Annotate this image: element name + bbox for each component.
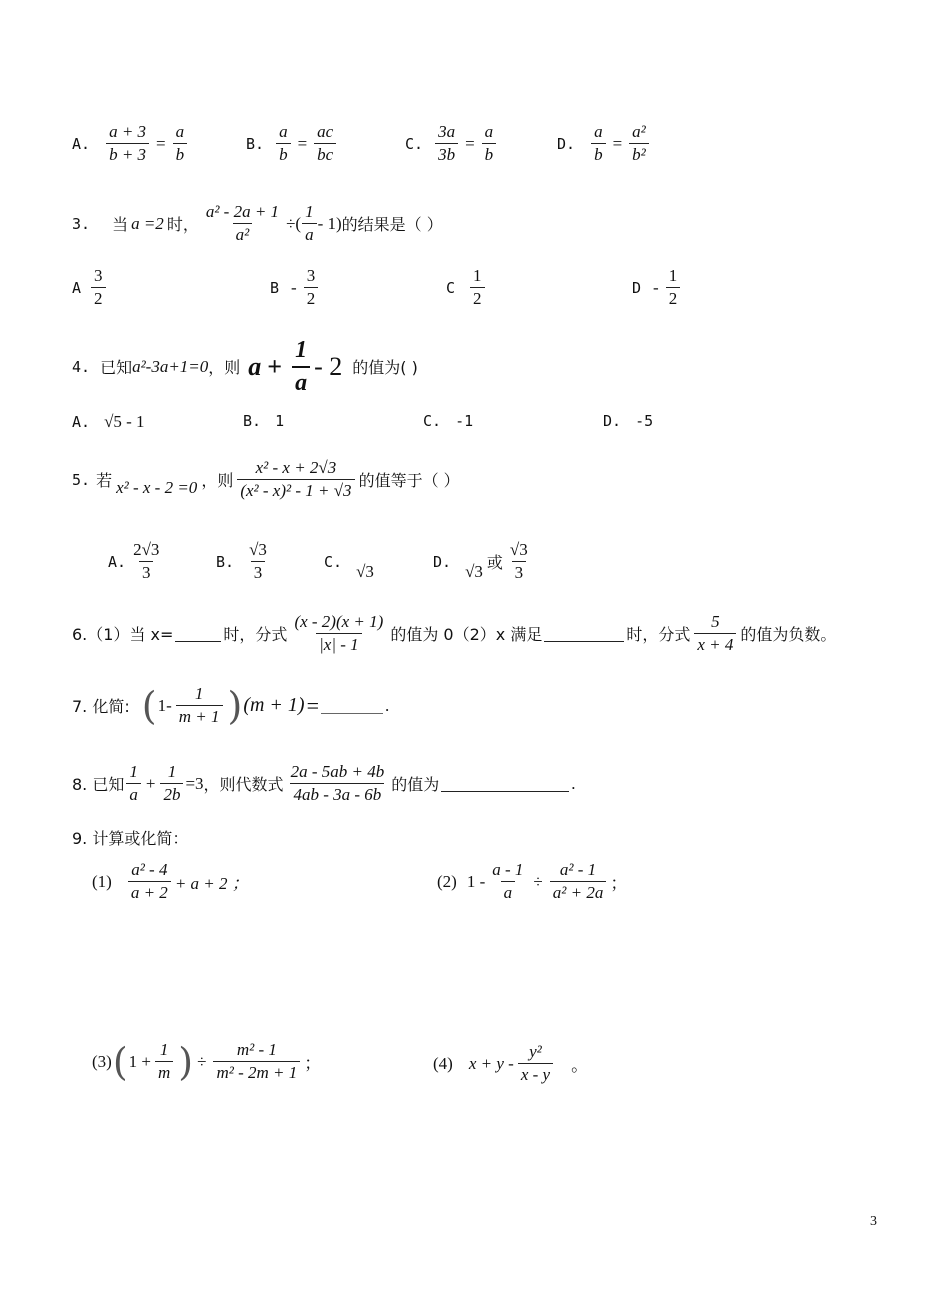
q9-part-1: (1) $\frac{\text{a² - 4}}{a + 2}$ + a + 2 ； — [92, 860, 249, 903]
q5-option-d: D. √3 或 $\frac{√3}{3}$ — [433, 540, 535, 584]
fraction: $\frac{1}{2b}$ — [160, 762, 183, 806]
q5-option-b: B. $\frac{√3}{3}$ — [216, 540, 274, 584]
fraction: $\frac{1}{m + 1}$ — [176, 684, 223, 728]
fraction: $\frac{\text{y²}}{x - y}$ — [518, 1042, 553, 1086]
fraction: $\frac{3}{2}$ — [304, 266, 319, 310]
question-number: 4. — [72, 357, 91, 376]
fraction: $\frac{1}{a}$ — [292, 336, 310, 398]
q4-option-b: B. 1 — [243, 412, 285, 430]
q9-part-4: (4) x + y - $\frac{\text{y²}}{x - y}$ 。 — [433, 1042, 589, 1085]
question-number: 3. — [72, 214, 91, 233]
fraction: $\frac{a}{b}$ — [276, 122, 291, 166]
fraction: $\frac{a}{b}$ — [173, 122, 188, 166]
fraction: $\frac{\text{a² - 1}}{\text{a² + 2a}}$ — [550, 860, 607, 904]
question-9-title: 9. 计算或化简： — [72, 829, 189, 848]
q5-option-a: A. $\frac{2√3}{3}$ — [108, 540, 166, 584]
q2-option-c: C. $\frac{3a}{3b}$ = $\frac{a}{b}$ — [405, 122, 500, 166]
fraction: $\frac{\text{m² - 1}}{\text{m² - 2m + 1}}$ — [213, 1040, 300, 1084]
fraction: $\frac{a + 3}{b + 3}$ — [106, 122, 149, 166]
fraction: $\frac{a}{b}$ — [482, 122, 497, 166]
option-label: D. — [557, 134, 576, 153]
question-6: 6.（1）当 x= 时，分式 $\frac{(x - 2)(x + 1)}{|x| - 1}$ 的值为 0（2）x 满足 时，分式 $\frac{5}{x + 4}$ 的值为负数。 — [72, 612, 837, 655]
fraction: $\frac{\text{x² - x + 2√3}}{\text{(x² - x)² - 1 + √3}}$ — [237, 458, 354, 502]
fraction: $\frac{ac}{bc}$ — [314, 122, 336, 166]
answer-blank[interactable] — [544, 625, 624, 642]
fraction: $\frac{3a}{3b}$ — [435, 122, 458, 166]
q9-part-3: (3) ( 1 + $\frac{1}{m}$ ) ÷ $\frac{\text{m² - 1}}{\text{m² - 2m + 1}}$ ； — [92, 1039, 322, 1084]
q2-option-d: D. $\frac{a}{b}$ = $\frac{\text{a²}}{\text{b²}}$ — [557, 122, 653, 166]
fraction: $\frac{1}{2}$ — [470, 266, 485, 310]
answer-blank[interactable] — [321, 697, 383, 714]
question-7: 7. 化简: ( 1- $\frac{1}{m + 1}$ ) (m + 1) = . — [72, 683, 390, 728]
answer-blank[interactable] — [175, 625, 221, 642]
q4-option-a: A. √5 - 1 — [72, 412, 145, 431]
q2-option-b: B. $\frac{a}{b}$ = $\frac{ac}{bc}$ — [246, 122, 340, 166]
fraction: $\frac{a}{b}$ — [591, 122, 606, 166]
q4-option-c: C. -1 — [423, 412, 474, 430]
question-8: 8. 已知 $\frac{1}{a}$ + $\frac{1}{2b}$ =3 ，则代数式 $\frac{2a - 5ab + 4b}{4ab - 3a - 6b}$ 的值为 . — [72, 762, 576, 805]
q9-part-2: (2) 1 - $\frac{a - 1}{a}$ ÷ $\frac{\text{a² - 1}}{\text{a² + 2a}}$ ； — [437, 860, 628, 903]
q3-option-d: D - $\frac{1}{2}$ — [632, 266, 684, 310]
fraction: $\frac{2a - 5ab + 4b}{4ab - 3a - 6b}$ — [290, 762, 385, 805]
fraction: $\frac{1}{m}$ — [155, 1040, 173, 1084]
q5-option-c: C. √3 — [324, 553, 374, 581]
fraction: $\frac{3}{2}$ — [91, 266, 106, 310]
fraction: $\frac{2√3}{3}$ — [133, 540, 160, 583]
q3-option-a: A $\frac{3}{2}$ — [72, 266, 110, 310]
fraction: $\frac{1}{a}$ — [302, 202, 317, 246]
question-5: 5. 若 x² - x - 2 =0 ，则 $\frac{\text{x² - x + 2√3}}{\text{(x² - x)² - 1 + √3}}$ 的值等于（ ） — [72, 458, 460, 501]
fraction: $\frac{(x - 2)(x + 1)}{|x| - 1}$ — [294, 612, 384, 655]
question-number: 5. — [72, 470, 91, 489]
fraction: $\frac{a - 1}{a}$ — [492, 860, 524, 903]
fraction: $\frac{5}{x + 4}$ — [694, 612, 736, 656]
fraction: $\frac{1}{2}$ — [666, 266, 681, 310]
fraction: $\frac{\text{a² - 2a + 1}}{\text{a²}}$ — [205, 202, 280, 245]
answer-blank[interactable] — [441, 775, 569, 792]
fraction: $\frac{√3}{3}$ — [249, 540, 267, 583]
q2-option-a: A. $\frac{a + 3}{b + 3}$ = $\frac{a}{b}$ — [72, 122, 191, 166]
question-4: 4. 已知 a²-3a+1=0 ，则 a + $\frac{1}{a}$ - 2 的值为( ) — [72, 337, 418, 396]
page-number: 3 — [870, 1214, 877, 1229]
fraction: $\frac{\text{a²}}{\text{b²}}$ — [629, 122, 649, 166]
option-label: A. — [72, 134, 91, 153]
option-label: B. — [246, 134, 265, 153]
fraction: $\frac{\text{a² - 4}}{a + 2}$ — [128, 860, 171, 904]
q3-option-c: C $\frac{1}{2}$ — [446, 266, 489, 310]
fraction: $\frac{√3}{3}$ — [509, 540, 528, 583]
fraction: $\frac{1}{a}$ — [126, 762, 141, 806]
q3-option-b: B - $\frac{3}{2}$ — [270, 266, 322, 310]
option-label: C. — [405, 134, 424, 153]
q4-option-d: D. -5 — [603, 412, 654, 430]
question-3: 3. 当 a =2 时， $\frac{\text{a² - 2a + 1}}{\text{a²}}$ ÷( $\frac{1}{a}$ - 1) 的结果是（ ） — [72, 202, 443, 245]
